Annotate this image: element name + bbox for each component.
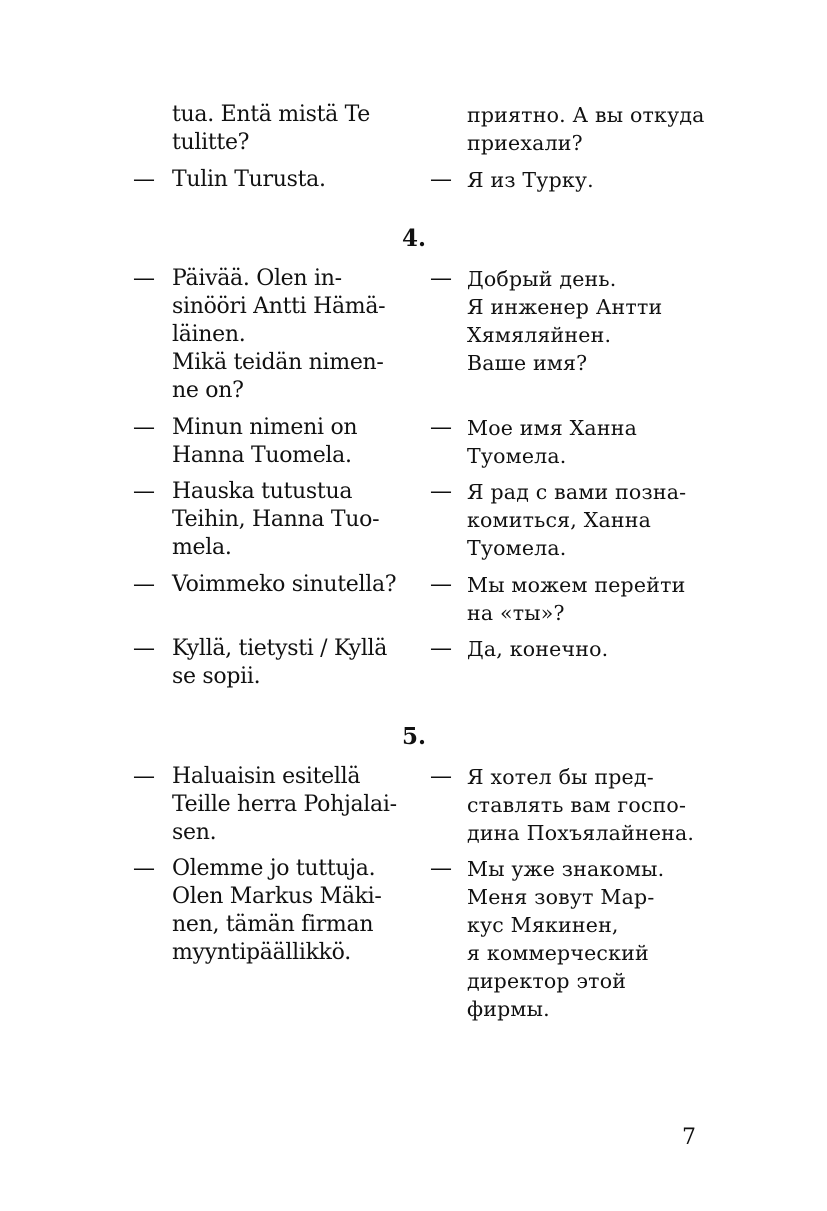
fi-line: sinööri Antti Hämä- xyxy=(172,294,386,319)
page-number: 7 xyxy=(682,1125,696,1150)
ru-line: Мы уже знакомы. xyxy=(467,857,665,881)
dash-fi: — xyxy=(133,856,155,881)
fi-line: tua. Entä mistä Te xyxy=(172,102,371,127)
dash-fi: — xyxy=(133,266,155,291)
ru-line: Я инженер Антти xyxy=(467,295,663,319)
ru-line: Меня зовут Мар- xyxy=(467,885,655,909)
dash-ru: — xyxy=(430,167,452,192)
fi-line: Hauska tutustua xyxy=(172,479,353,504)
ru-line: Я хотел бы пред- xyxy=(467,765,654,789)
ru-line: дина Похъялайнена. xyxy=(467,821,695,845)
fi-line: Minun nimeni on xyxy=(172,415,358,440)
ru-line: Туомела. xyxy=(467,444,567,468)
fi-line: Mikä teidän nimen- xyxy=(172,350,384,375)
fi-line: myyntipäällikkö. xyxy=(172,940,351,965)
fi-line: sen. xyxy=(172,820,217,845)
ru-line: Хямяляйнен. xyxy=(467,323,612,347)
fi-line: Haluaisin esitellä xyxy=(172,764,361,789)
ru-line: приятно. А вы откуда xyxy=(467,103,705,127)
dash-fi: — xyxy=(133,764,155,789)
fi-line: Teille herra Pohjalai- xyxy=(172,792,397,817)
fi-line: Teihin, Hanna Tuo- xyxy=(172,507,380,532)
fi-line: Hanna Tuomela. xyxy=(172,443,352,468)
ru-line: приехали? xyxy=(467,131,583,155)
fi-line: Tulin Turusta. xyxy=(172,167,326,192)
ru-line: Да, конечно. xyxy=(467,637,609,661)
fi-line: läinen. xyxy=(172,322,246,347)
dash-ru: — xyxy=(430,572,452,597)
dash-fi: — xyxy=(133,572,155,597)
fi-line: nen, tämän firman xyxy=(172,912,374,937)
fi-line: Olemme jo tuttuja. xyxy=(172,856,376,881)
fi-line: tulitte? xyxy=(172,130,250,155)
ru-line: Туомела. xyxy=(467,536,567,560)
dash-ru: — xyxy=(430,856,452,881)
ru-line: фирмы. xyxy=(467,997,550,1021)
fi-line: Kyllä, tietysti / Kyllä xyxy=(172,636,388,661)
dash-ru: — xyxy=(430,636,452,661)
fi-line: mela. xyxy=(172,535,232,560)
ru-line: Ваше имя? xyxy=(467,351,588,375)
dash-ru: — xyxy=(430,764,452,789)
ru-line: Я из Турку. xyxy=(467,168,594,192)
fi-line: Olen Markus Mäki- xyxy=(172,884,382,909)
ru-line: Мое имя Ханна xyxy=(467,416,638,440)
fi-line: se sopii. xyxy=(172,664,261,689)
section-5-heading: 5. xyxy=(402,723,427,750)
ru-line: комиться, Ханна xyxy=(467,508,652,532)
ru-line: ставлять вам госпо- xyxy=(467,793,687,817)
dash-ru: — xyxy=(430,479,452,504)
section-4-heading: 4. xyxy=(402,225,427,252)
ru-line: Мы можем перейти xyxy=(467,573,686,597)
fi-line: ne on? xyxy=(172,378,244,403)
dash-fi: — xyxy=(133,415,155,440)
ru-line: на «ты»? xyxy=(467,601,565,625)
dash-fi: — xyxy=(133,636,155,661)
ru-line: Добрый день. xyxy=(467,267,617,291)
ru-line: Я рад с вами позна- xyxy=(467,480,687,504)
dash-ru: — xyxy=(430,415,452,440)
dash-fi: — xyxy=(133,167,155,192)
dash-ru: — xyxy=(430,266,452,291)
fi-line: Päivää. Olen in- xyxy=(172,266,342,291)
ru-line: директор этой xyxy=(467,969,627,993)
ru-line: кус Мякинен, xyxy=(467,913,619,937)
dash-fi: — xyxy=(133,479,155,504)
fi-line: Voimmeko sinutella? xyxy=(172,572,397,597)
ru-line: я коммерческий xyxy=(467,941,649,965)
